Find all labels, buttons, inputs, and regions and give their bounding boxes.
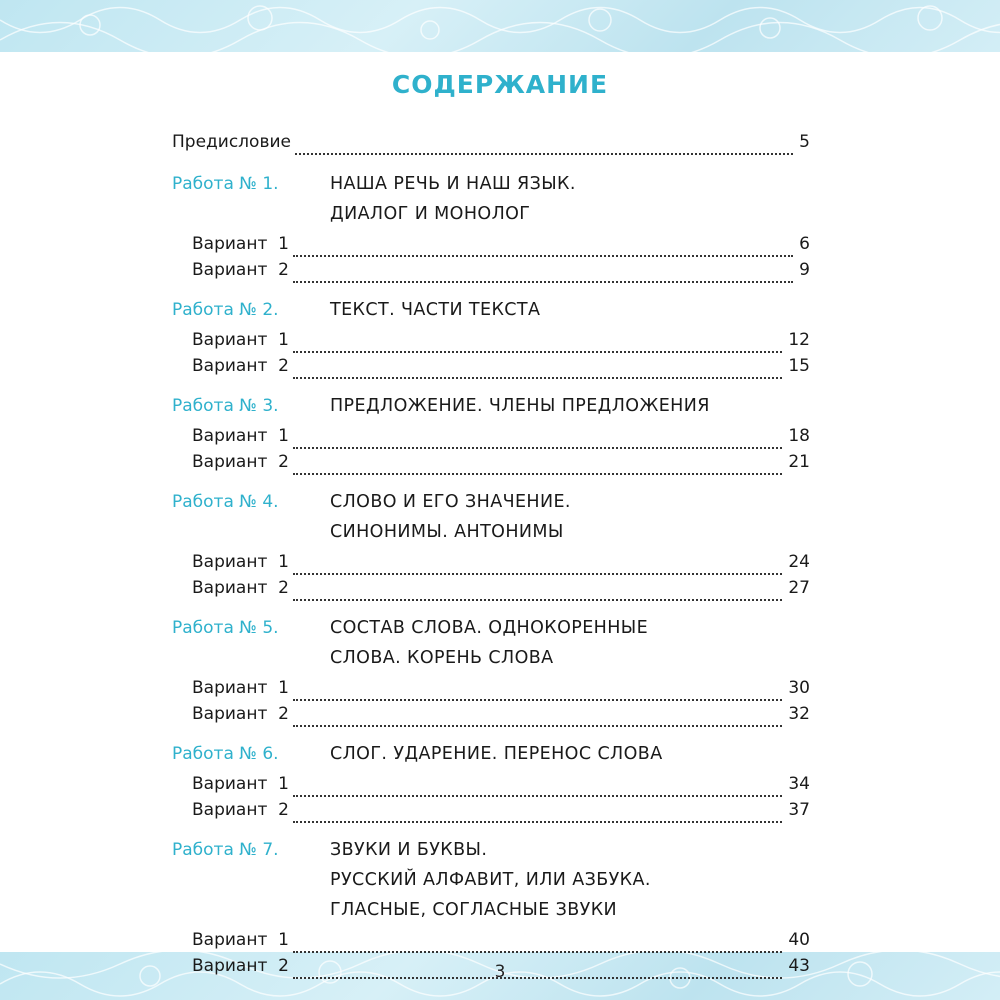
work-title: СЛОВА. КОРЕНЬ СЛОВА [330,648,554,668]
work-number-label: Работа № 4. [172,492,279,512]
variant-label: Вариант 1 [192,552,289,572]
work-heading-line [0,174,1000,200]
work-title: ЗВУКИ И БУКВЫ. [330,840,488,860]
dot-leader [293,445,782,449]
work-number-label: Работа № 1. [172,174,279,194]
work-heading-line [0,492,1000,518]
page-ref: 37 [788,800,810,820]
page-number: 3 [494,962,506,982]
work-heading-line [0,840,1000,866]
variant-label: Вариант 2 [192,452,289,472]
page-ref: 43 [788,956,810,976]
work-title: НАША РЕЧЬ И НАШ ЯЗЫК. [330,174,576,194]
variant-entry [0,234,1000,260]
dot-leader [293,697,782,701]
work-number-label: Работа № 3. [172,396,279,416]
variant-entry [0,578,1000,604]
work-title: ДИАЛОГ И МОНОЛОГ [330,204,531,224]
work-number-label: Работа № 6. [172,744,279,764]
lace-pattern-icon [0,0,1000,52]
dot-leader [293,349,782,353]
dot-leader [293,597,782,601]
work-heading-line [0,870,1000,896]
page-ref: 34 [788,774,810,794]
page-ref: 24 [788,552,810,572]
variant-entry [0,260,1000,286]
page-ref: 21 [788,452,810,472]
dot-leader [293,819,782,823]
work-heading-line [0,900,1000,926]
dot-leader [293,949,782,953]
variant-entry [0,356,1000,382]
page-ref: 18 [788,426,810,446]
work-title: СИНОНИМЫ. АНТОНИМЫ [330,522,564,542]
work-number-label: Работа № 2. [172,300,279,320]
page-ref: 32 [788,704,810,724]
page-ref: 5 [799,132,810,152]
variant-label: Вариант 2 [192,356,289,376]
page-ref: 12 [788,330,810,350]
variant-entry [0,452,1000,478]
variant-label: Вариант 2 [192,704,289,724]
variant-label: Вариант 2 [192,956,289,976]
variant-entry [0,426,1000,452]
variant-entry [0,930,1000,956]
preface-label: Предисловие [172,132,291,152]
work-heading-line [0,300,1000,326]
dot-leader [293,279,793,283]
page-ref: 6 [799,234,810,254]
work-number-label: Работа № 5. [172,618,279,638]
top-decorative-band [0,0,1000,52]
dot-leader [293,975,782,979]
variant-entry [0,704,1000,730]
variant-entry [0,678,1000,704]
variant-entry [0,552,1000,578]
variant-label: Вариант 2 [192,800,289,820]
work-heading-line [0,396,1000,422]
variant-entry [0,800,1000,826]
dot-leader [293,253,793,257]
dot-leader [293,793,782,797]
variant-label: Вариант 1 [192,426,289,446]
work-title: СЛОГ. УДАРЕНИЕ. ПЕРЕНОС СЛОВА [330,744,663,764]
dot-leader [293,375,782,379]
work-heading-line [0,522,1000,548]
work-heading-line [0,618,1000,644]
variant-entry [0,774,1000,800]
page-ref: 15 [788,356,810,376]
work-title: СОСТАВ СЛОВА. ОДНОКОРЕННЫЕ [330,618,649,638]
work-title: СЛОВО И ЕГО ЗНАЧЕНИЕ. [330,492,571,512]
dot-leader [293,723,782,727]
variant-label: Вариант 2 [192,578,289,598]
page-ref: 40 [788,930,810,950]
page-title: СОДЕРЖАНИЕ [391,70,609,99]
dot-leader [295,151,793,155]
page-ref: 30 [788,678,810,698]
variant-label: Вариант 1 [192,234,289,254]
page-ref: 27 [788,578,810,598]
work-title: РУССКИЙ АЛФАВИТ, ИЛИ АЗБУКА. [330,870,651,890]
page-ref: 9 [799,260,810,280]
work-number-label: Работа № 7. [172,840,279,860]
variant-label: Вариант 1 [192,774,289,794]
variant-label: Вариант 1 [192,678,289,698]
dot-leader [293,471,782,475]
work-heading-line [0,648,1000,674]
work-title: ТЕКСТ. ЧАСТИ ТЕКСТА [330,300,541,320]
variant-entry [0,330,1000,356]
variant-label: Вариант 1 [192,930,289,950]
toc-entry-preface [0,132,1000,158]
dot-leader [293,571,782,575]
work-heading-line [0,204,1000,230]
variant-label: Вариант 1 [192,330,289,350]
work-title: ПРЕДЛОЖЕНИЕ. ЧЛЕНЫ ПРЕДЛОЖЕНИЯ [330,396,710,416]
work-title: ГЛАСНЫЕ, СОГЛАСНЫЕ ЗВУКИ [330,900,618,920]
variant-label: Вариант 2 [192,260,289,280]
work-heading-line [0,744,1000,770]
